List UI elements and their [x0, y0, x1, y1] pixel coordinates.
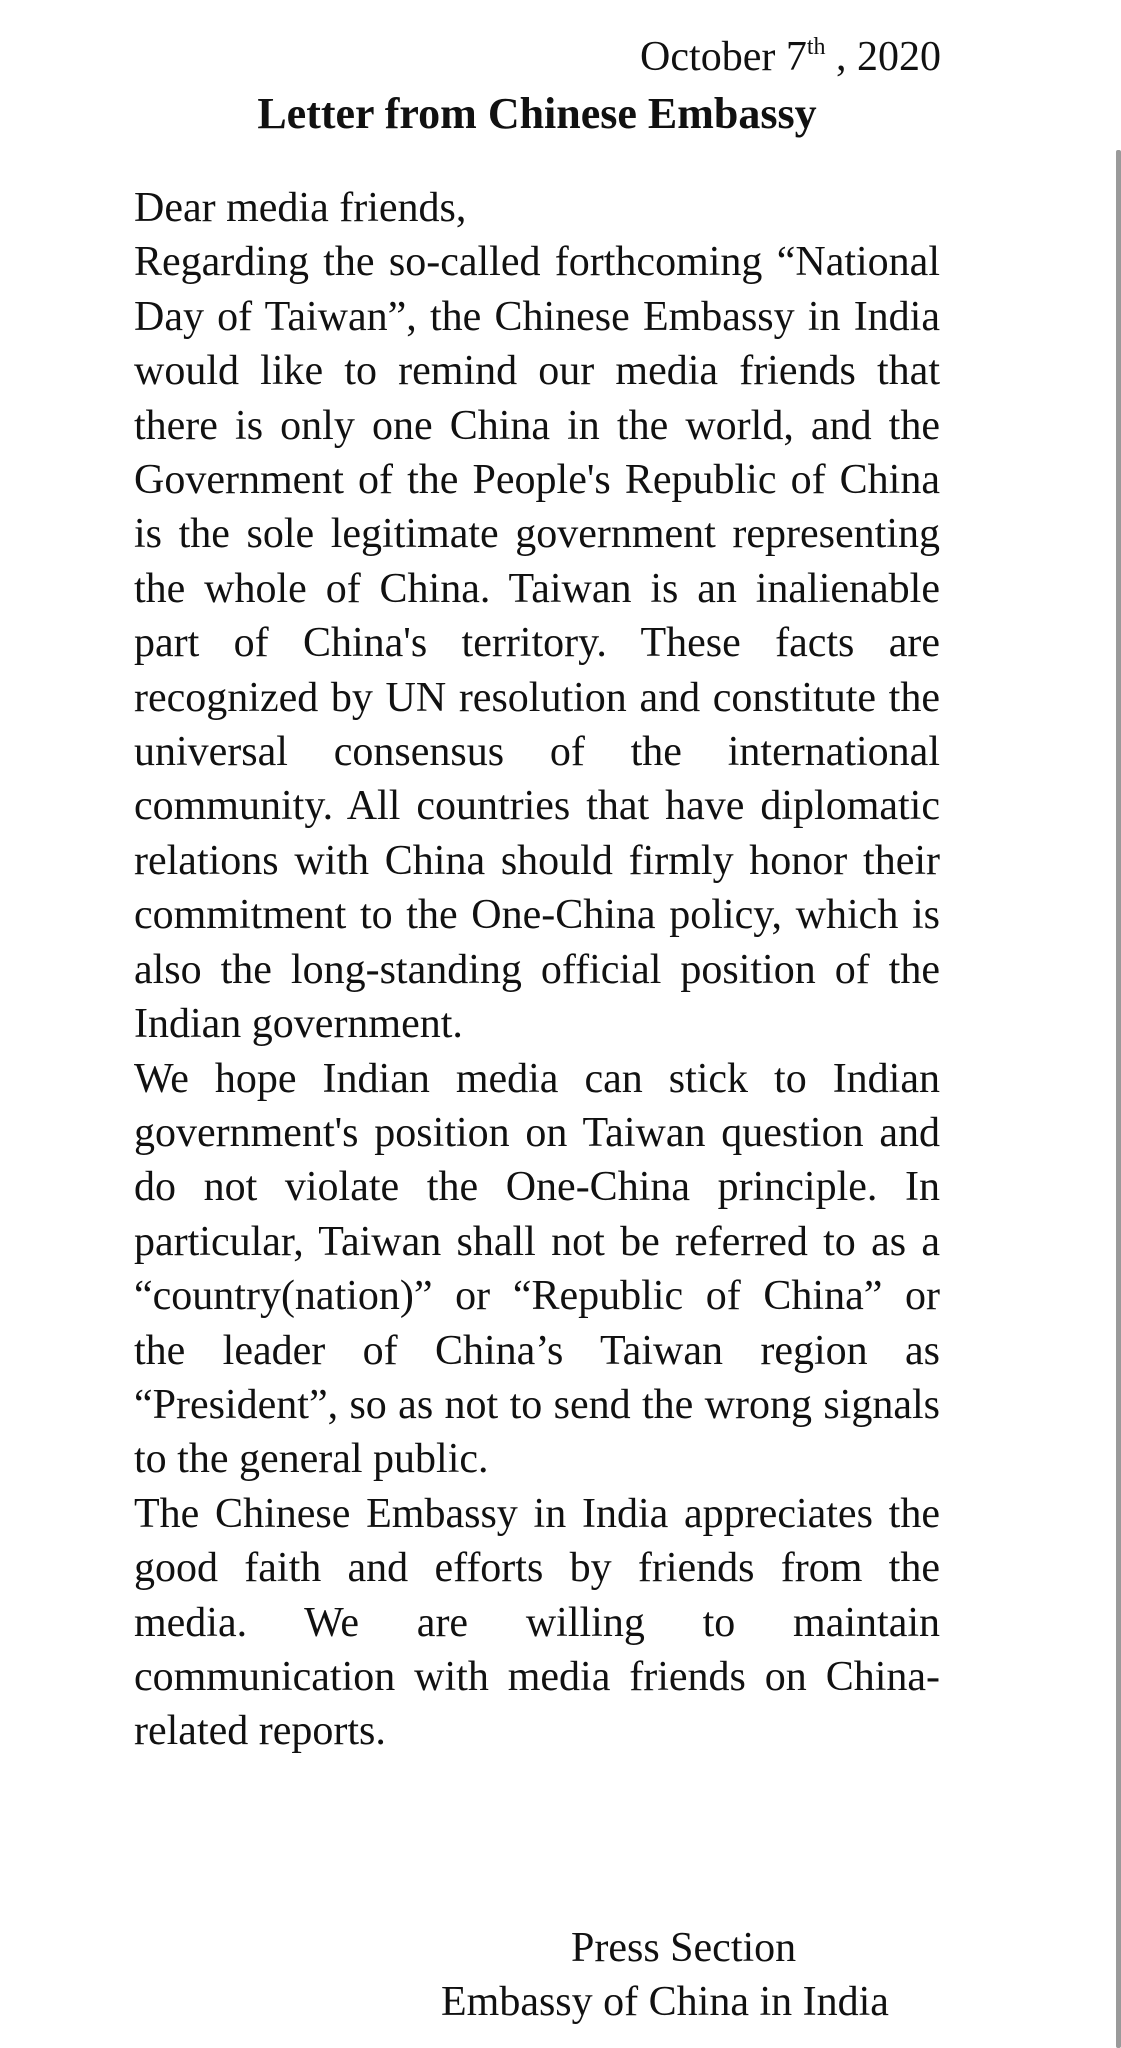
letter-title: Letter from Chinese Embassy	[257, 89, 817, 138]
paragraph-2: We hope Indian media can stick to Indian government's position on Taiwan question and do not violate the One-China principle. In particular, Taiwan shall not be referred to as a “country(nation)” or “Republic of China” or the leader of China’s Taiwan region as “President”, so as not to send the wrong signals to the general public.	[134, 1055, 940, 1483]
letter-body	[134, 181, 940, 1759]
vertical-scrollbar[interactable]	[1116, 150, 1121, 2048]
paragraph-1: Regarding the so-called forthcoming “National Day of Taiwan”, the Chinese Embassy in India would like to remind our media friends that there is only one China in the world, and the Government of the People's Republic of China is the sole legitimate government representing the whole of China. Taiwan is an inalienable part of China's territory. These facts are recognized by UN resolution and constitute the universal consensus of the international community. All countries that have diplomatic relations with China should firmly honor their commitment to the One-China policy, which is also the long-standing official position of the Indian government.	[134, 239, 940, 1048]
date-suffix: , 2020	[825, 34, 941, 80]
date-superscript: th	[806, 34, 826, 60]
signature-embassy: Embassy of China in India	[441, 1979, 889, 2025]
letter-date	[640, 28, 941, 86]
salutation: Dear media friends,	[134, 185, 467, 231]
date-prefix: October 7	[640, 34, 807, 80]
paragraph-3: The Chinese Embassy in India appreciates the good faith and efforts by friends from the media. We are willing to maintain communication with media friends on China-related reports.	[134, 1490, 940, 1755]
signature-press-section: Press Section	[571, 1925, 797, 1971]
